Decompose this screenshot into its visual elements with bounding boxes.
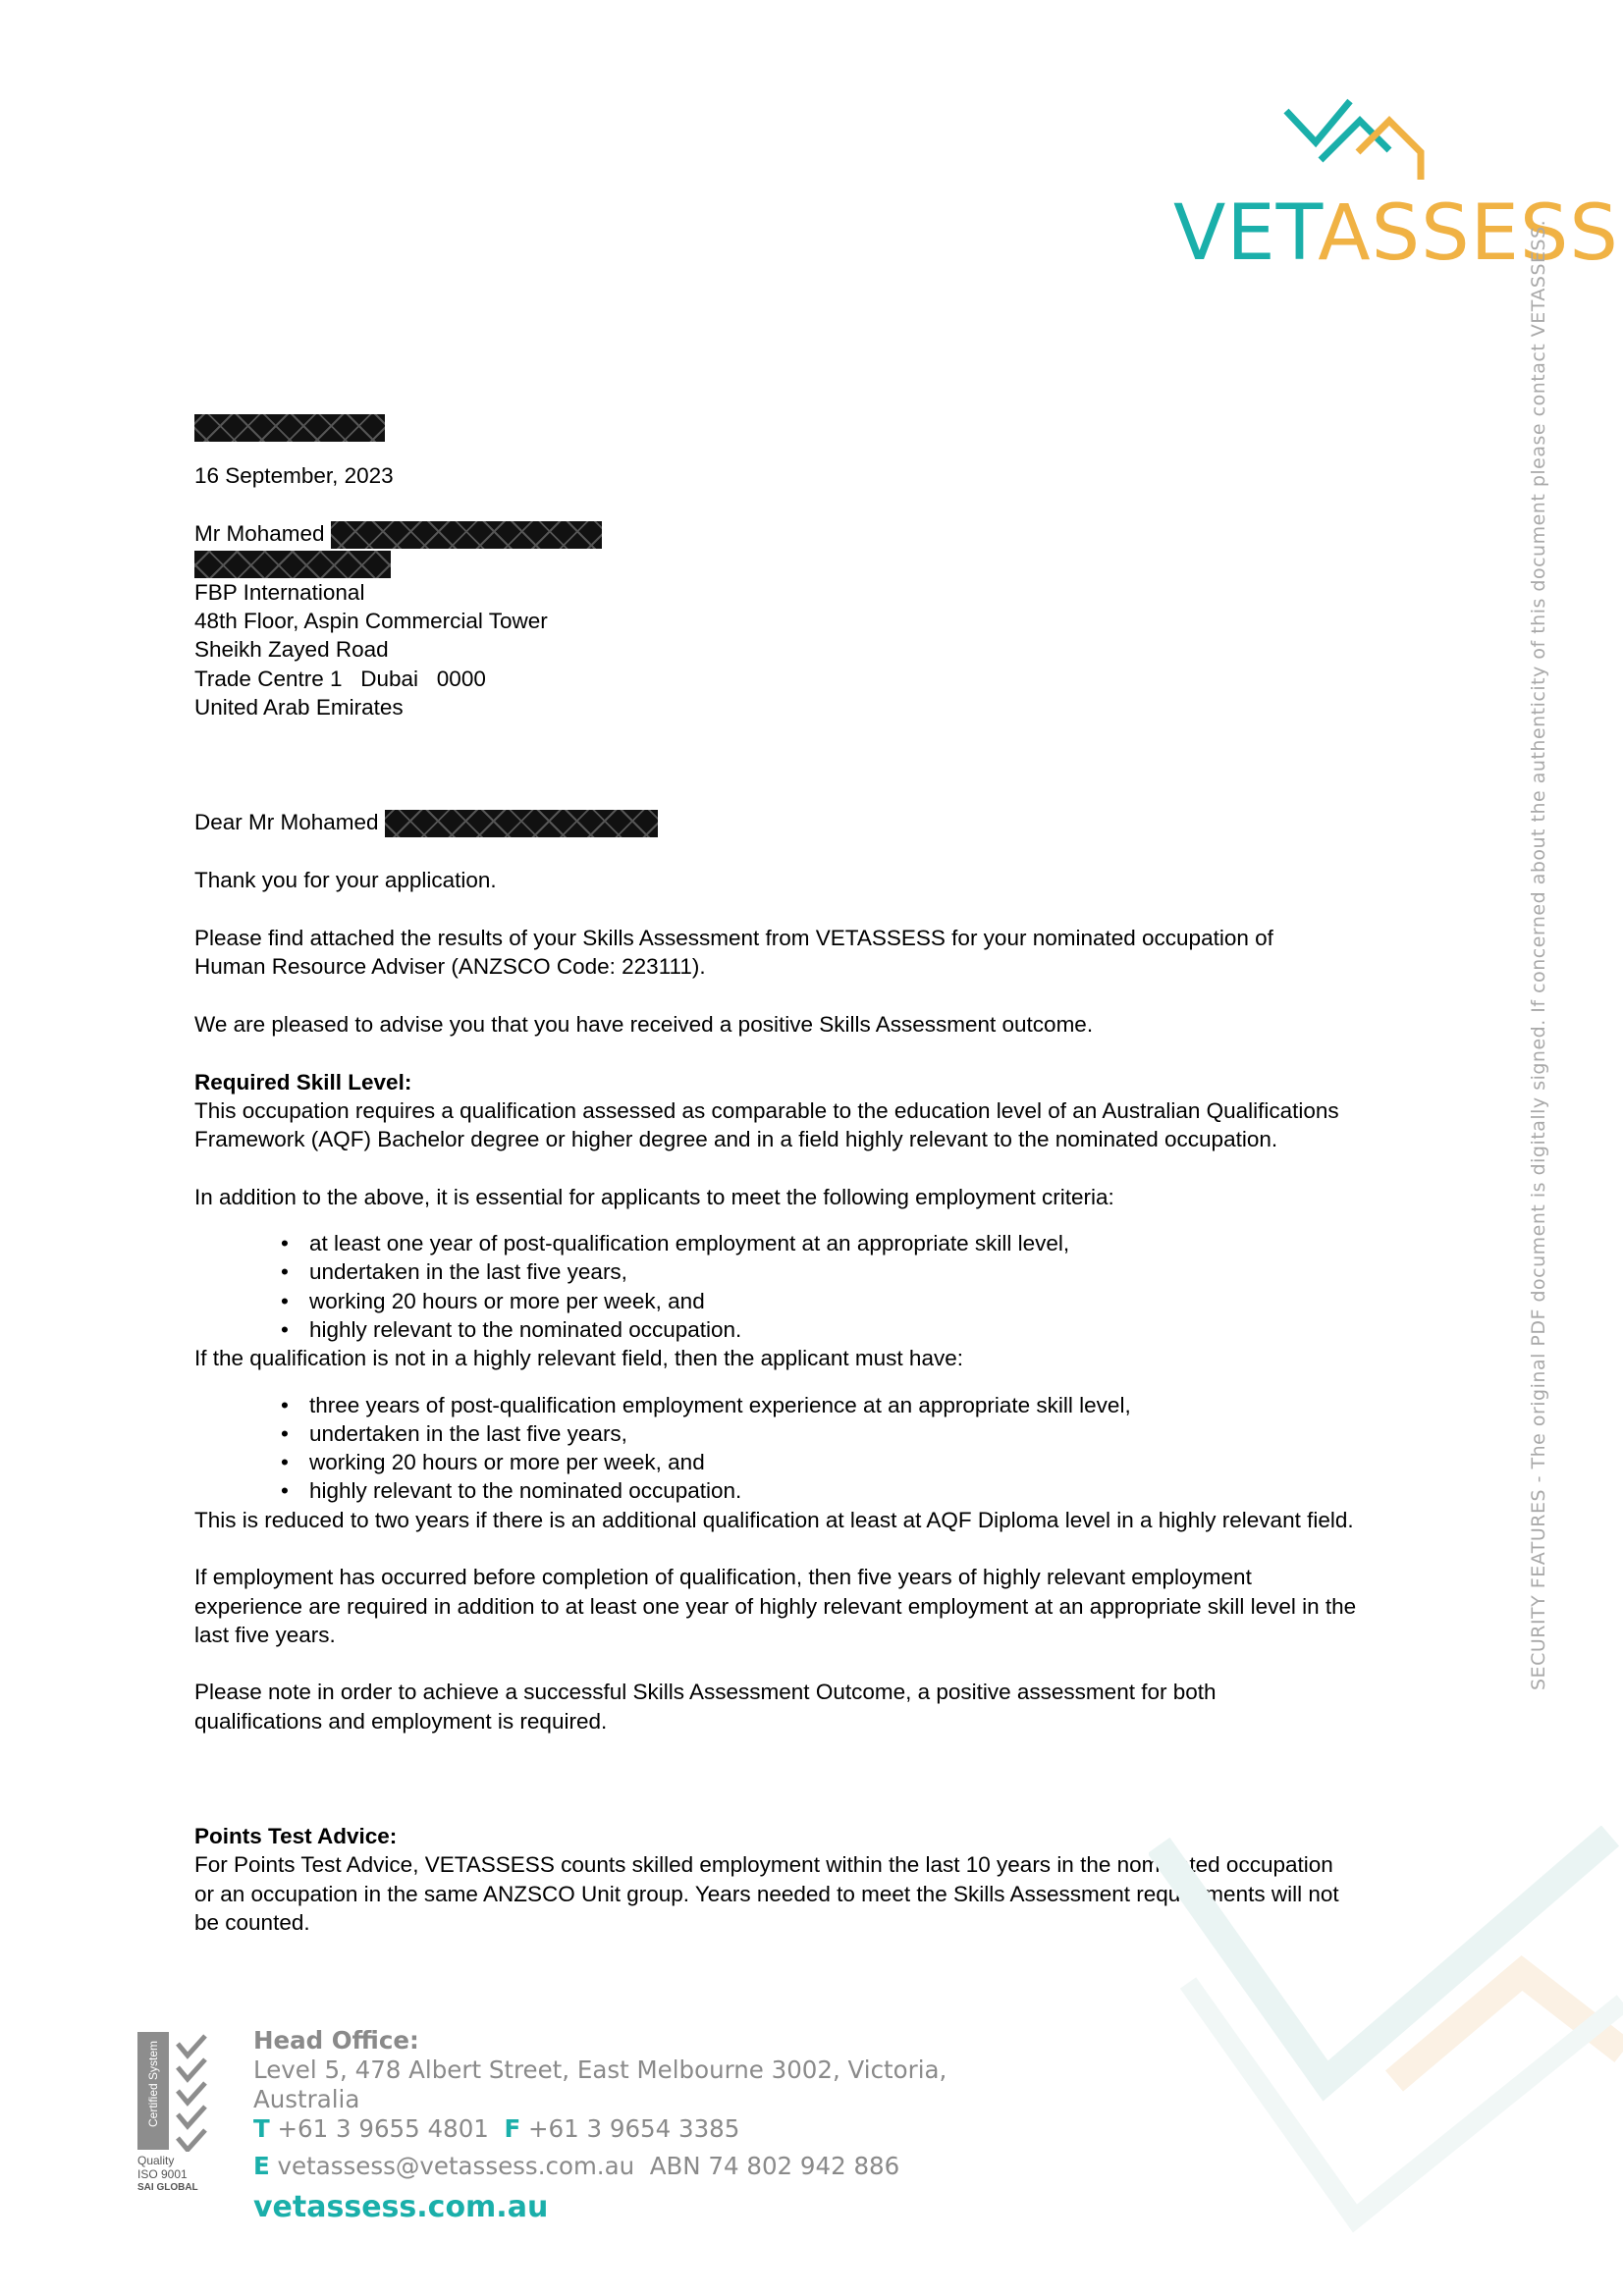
email-link[interactable]: vetassess@vetassess.com.au [277,2152,635,2180]
paragraph: Please note in order to achieve a successful Skills Assessment Outcome, a positive assessment for both [194,1680,1217,1705]
paragraph: qualifications and employment is required. [194,1708,608,1734]
address-line: United Arab Emirates [194,694,404,720]
letter-body [194,412,1461,1937]
recipient-name: Mr Mohamed [194,519,1461,549]
list-item: • working 20 hours or more per week, and [309,1287,1461,1315]
list-item: • highly relevant to the nominated occupation. [309,1476,1461,1505]
chevron-watermark-icon [1149,1826,1623,2248]
address-line: 48th Floor, Aspin Commercial Tower [194,609,548,634]
cert-sai: SAI GLOBAL [137,2182,198,2193]
contact-phone-fax: T +61 3 9655 4801 F +61 3 9654 3385 [253,2114,740,2143]
redacted-reference [194,412,1461,444]
footer [0,2022,982,2224]
criteria-list [194,1229,1461,1344]
list-item: • working 20 hours or more per week, and [309,1448,1461,1476]
paragraph: experience are required in addition to at least one year of highly relevant employment at an appropriate skill level in the [194,1593,1357,1619]
list-item: • three years of post-qualification employment experience at an appropriate skill level, [309,1391,1461,1419]
list-item: • at least one year of post-qualification employment at an appropriate skill level, [309,1229,1461,1257]
salutation: Dear Mr Mohamed [194,808,1461,837]
paragraph: For Points Test Advice, VETASSESS counts skilled employment within the last 10 years in the nominated occupation [194,1852,1333,1878]
paragraph: be counted. [194,1909,310,1935]
paragraph: Thank you for your application. [194,868,497,893]
address-line: Sheikh Zayed Road [194,637,389,663]
section-heading: Points Test Advice: [194,1823,398,1848]
paragraph: This occupation requires a qualification assessed as comparable to the education level of an Australian Qualifications [194,1097,1339,1123]
office-address: Level 5, 478 Albert Street, East Melbourne 3002, Victoria, Australia [253,2056,947,2113]
paragraph: This is reduced to two years if there is an additional qualification at least at AQF Diploma level in a highly relevant field. [194,1507,1354,1532]
logo-chevron-icon [1173,93,1546,191]
redacted-surname [385,810,658,837]
section-heading: Required Skill Level: [194,1069,412,1095]
contact-email-abn: E vetassess@vetassess.com.au ABN 74 802 942 886 [253,2152,900,2180]
logo-wordmark: VETASSESS [1173,189,1619,278]
head-office-label: Head Office: [253,2026,419,2055]
paragraph: Please find attached the results of your Skills Assessment from VETASSESS for your nominated occupation of [194,926,1273,951]
paragraph: In addition to the above, it is essential for applicants to meet the following employment criteria: [194,1184,1114,1209]
list-item: • undertaken in the last five years, [309,1257,1461,1286]
head-office-details [253,2026,982,2222]
security-note: SECURITY FEATURES - The original PDF document is digitally signed. If concerned about the authenticity of this document please contact VETASSESS. [1528,219,1549,1690]
criteria-list [194,1391,1461,1506]
address-line: FBP International [194,579,365,605]
paragraph: We are pleased to advise you that you have received a positive Skills Assessment outcome. [194,1011,1094,1037]
list-item: • highly relevant to the nominated occupation. [309,1315,1461,1344]
redacted-surname [331,521,602,549]
cert-iso: ISO 9001 [137,2167,188,2181]
website-link[interactable]: vetassess.com.au [253,2190,549,2224]
paragraph: Framework (AQF) Bachelor degree or higher degree and in a field highly relevant to the nominated occupation. [194,1127,1278,1152]
vetassess-logo [1173,93,1619,280]
paragraph: last five years. [194,1622,336,1647]
letter-date: 16 September, 2023 [194,463,394,488]
address-line: Trade Centre 1 Dubai 0000 [194,666,486,691]
cert-quality: Quality [137,2154,175,2167]
list-item: • undertaken in the last five years, [309,1419,1461,1448]
paragraph: If the qualification is not in a highly relevant field, then the applicant must have: [194,1346,963,1371]
iso-certification-badge: Certified System Quality ISO 9001 SAI GLOBAL [135,2032,214,2199]
paragraph: Human Resource Adviser (ANZSCO Code: 223111). [194,954,706,980]
checkmarks-icon [175,2032,208,2152]
redacted-line [194,549,1461,578]
paragraph: or an occupation in the same ANZSCO Unit group. Years needed to meet the Skills Assessment requirements will not [194,1881,1339,1906]
paragraph: If employment has occurred before completion of qualification, then five years of highly relevant employment [194,1565,1252,1590]
